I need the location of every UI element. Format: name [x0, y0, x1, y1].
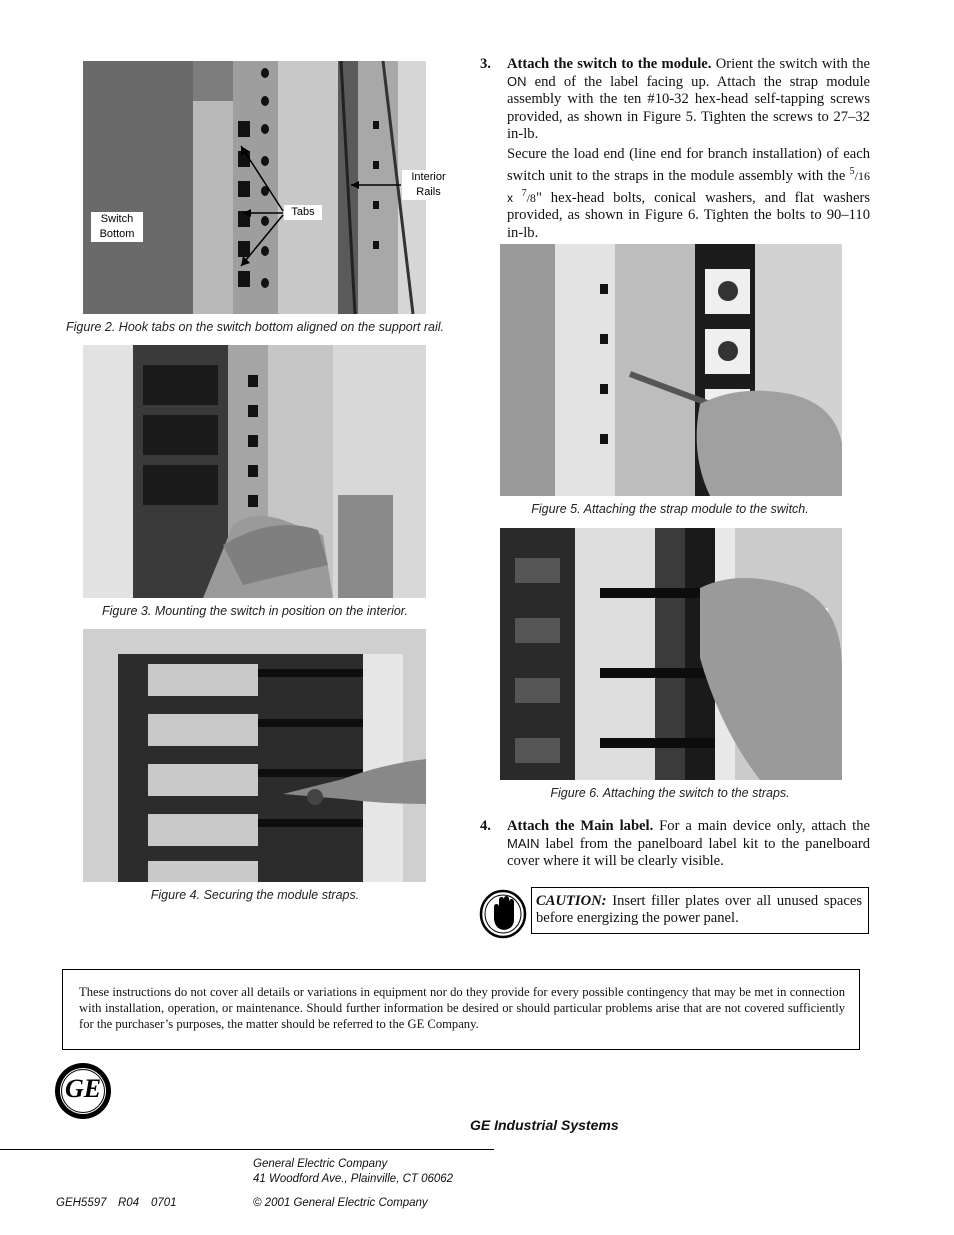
company-name: General Electric Company [253, 1158, 388, 1170]
doc-number: GEH5597 [56, 1197, 107, 1209]
interior-rails-callout: Interior Rails [402, 170, 455, 200]
figure-3-caption: Figure 3. Mounting the switch in position on the interior. [102, 604, 408, 618]
caution-label: CAUTION: [536, 893, 607, 909]
figure-5-caption: Figure 5. Attaching the strap module to the switch. [531, 502, 809, 516]
copyright: © 2001 General Electric Company [253, 1197, 428, 1209]
step-3-paragraph-2: Secure the load end (line end for branch installation) of each switch unit to the straps in the module assembly with the $^5$/16 x $^7$/8" hex-head bolts, conical washers, and flat washers provided, as shown in Figure 6. Tighten the bolts to 90–110 in-lb. [507, 146, 871, 241]
footer-rule [0, 1149, 494, 1150]
disclaimer-box: These instructions do not cover all details or variations in equipment nor do they provide for every possible contingency that may be met in connection with installation, operation, or maintenance. Should further information be desired or should particular problems arise that are not covered sufficiently for the purchaser’s purposes, the matter should be referred to the GE Company. [62, 969, 860, 1050]
doc-date-code: 0701 [151, 1197, 177, 1209]
step-4-title: Attach the Main label. [507, 818, 654, 834]
doc-revision: R04 [118, 1197, 140, 1209]
step-3-number: 3. [480, 56, 491, 72]
ge-logo [54, 1062, 112, 1120]
figure-6-caption: Figure 6. Attaching the switch to the straps. [550, 786, 790, 800]
figure-5-photo [500, 244, 842, 496]
tabs-callout: Tabs [284, 205, 322, 220]
company-address: 41 Woodford Ave., Plainville, CT 06062 [253, 1173, 454, 1185]
division-name: GE Industrial Systems [470, 1117, 619, 1133]
step-3-title: Attach the switch to the module. [507, 56, 712, 72]
figure-6-photo [500, 528, 842, 780]
step-3-paragraph-1: 3. Attach the switch to the module. Orient the switch with the ON end of the label facing up. Attach the strap module assembly with the ten #10-32 hex-head self-tapping screws provided, as shown in Figure 5. Tighten the screws to 27–32 in-lb. [480, 56, 870, 142]
figure-4-photo [83, 629, 426, 882]
step-4-paragraph: 4. Attach the Main label. For a main device only, attach the MAIN label from the panelboard label kit to the panelboard cover where it will be clearly visible. [480, 818, 870, 870]
ge-logo-text: GE [64, 1074, 102, 1103]
caution-text: Insert filler plates over all unused spaces before energizing the power panel. [536, 893, 862, 926]
step-4-number: 4. [480, 818, 491, 834]
switch-bottom-callout: Switch Bottom [91, 212, 143, 242]
figure-3-photo [83, 345, 426, 598]
caution-hand-icon [479, 889, 527, 939]
figure-2-photo [83, 61, 426, 314]
figure-4-caption: Figure 4. Securing the module straps. [150, 888, 360, 902]
caution-box [531, 887, 869, 934]
figure-2-caption: Figure 2. Hook tabs on the switch bottom aligned on the support rail. [66, 320, 444, 334]
